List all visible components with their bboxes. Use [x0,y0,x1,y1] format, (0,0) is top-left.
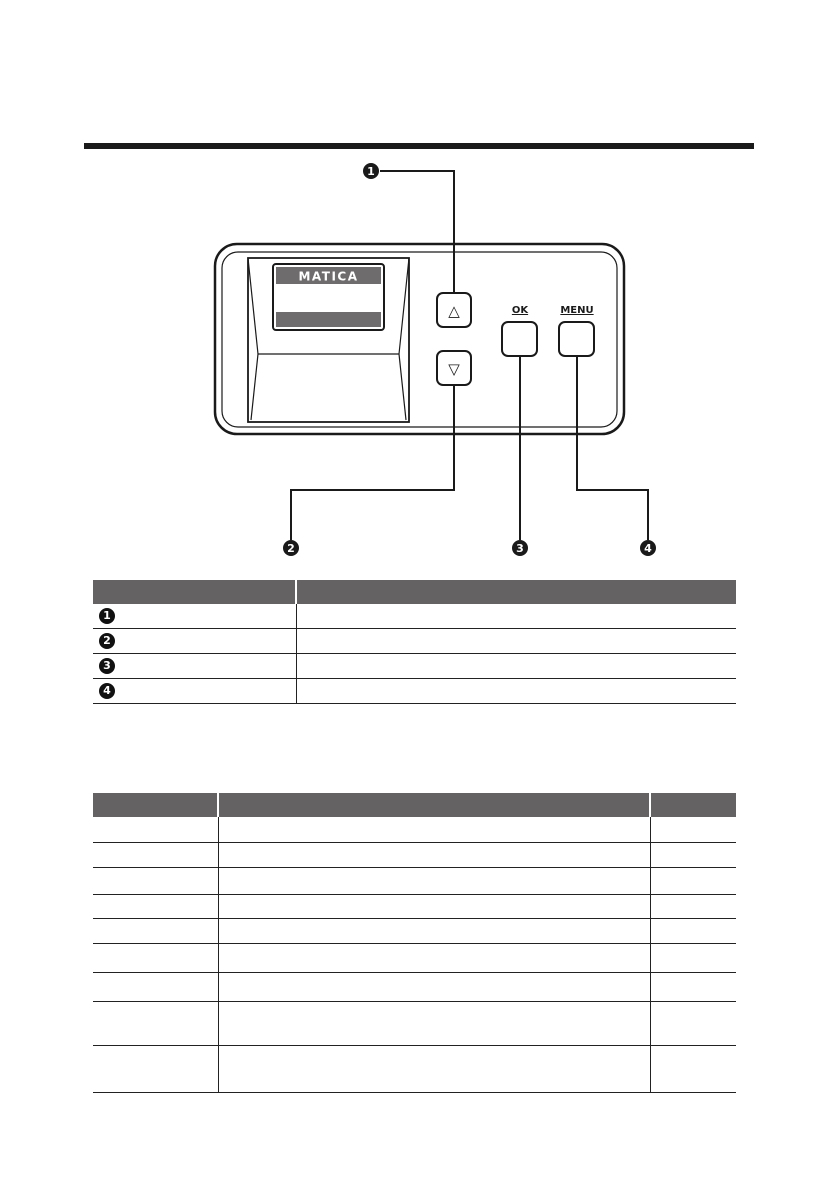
table-row [93,629,736,654]
table-row [93,654,736,679]
table-row [93,943,736,972]
svg-text:1: 1 [367,165,375,178]
down-arrow-icon: ▽ [448,360,460,378]
svg-text:2: 2 [287,542,295,555]
svg-text:3: 3 [516,542,524,555]
lcd-footer-bar [276,312,381,327]
lcd-brand: MATICA [298,269,359,284]
table-row [93,867,736,894]
table-row [93,1045,736,1092]
up-arrow-icon: △ [448,302,460,320]
ok-label: OK [511,305,529,316]
status-table [93,793,736,1093]
callout-1 [363,163,379,179]
table-row [93,1001,736,1045]
callout-badge-2: 2 [99,633,115,649]
table-header-row [93,793,736,817]
callout-badge-4: 4 [99,683,115,699]
table-row [93,817,736,842]
table-row [93,894,736,918]
menu-button[interactable] [559,322,594,356]
control-panel-diagram [0,0,839,570]
callout-badge-1: 1 [99,608,115,624]
svg-text:4: 4 [644,542,652,555]
ok-button[interactable] [502,322,537,356]
table-row [93,604,736,629]
table-row [93,972,736,1001]
table-row [93,842,736,867]
callout-4 [640,540,656,556]
button-legend-table [93,580,736,704]
table-header-row [93,580,736,604]
table-row [93,918,736,943]
table-row [93,679,736,704]
callout-badge-3: 3 [99,658,115,674]
callout-3 [512,540,528,556]
callout-2 [283,540,299,556]
menu-label: MENU [560,305,594,316]
